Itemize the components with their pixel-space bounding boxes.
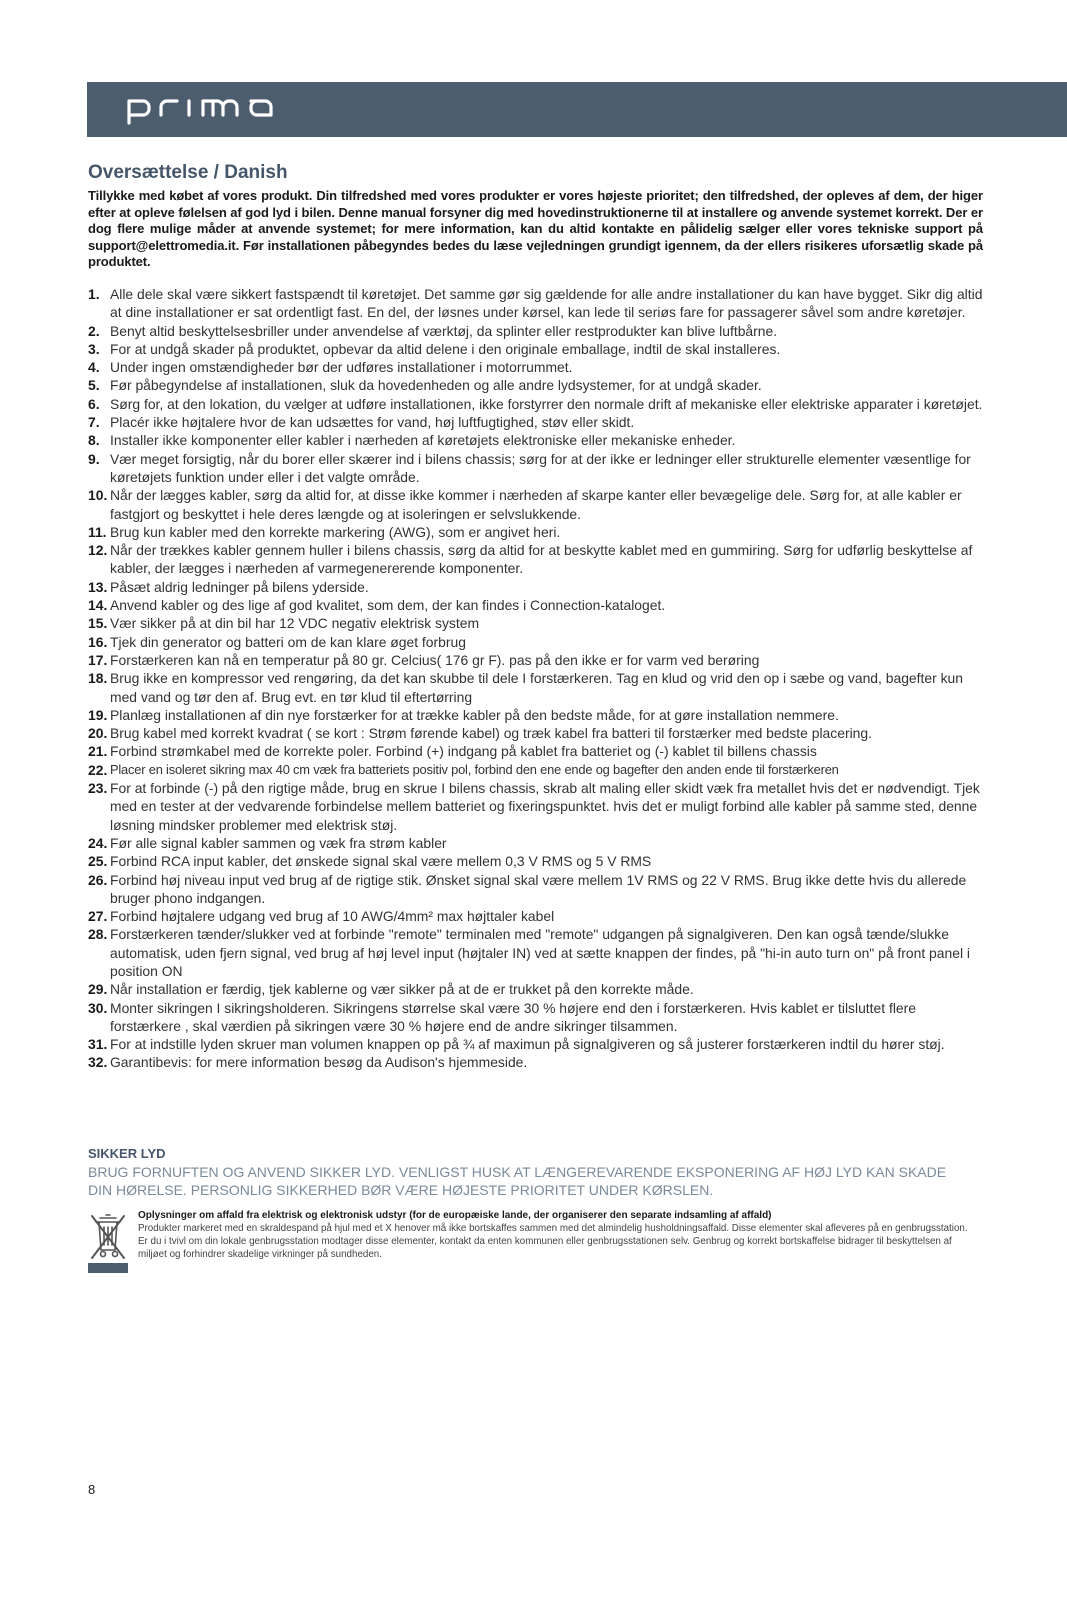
step-number: 3. — [88, 340, 100, 357]
list-item — [88, 852, 988, 870]
list-item — [88, 761, 988, 779]
step-number: 23. — [88, 780, 108, 797]
step-number: 12. — [88, 542, 108, 559]
list-item — [88, 596, 988, 614]
list-item — [88, 669, 988, 706]
step-text: Når der lægges kabler, sørg da altid for, at disse ikke kommer i nærheden af skarpe kanter eller bevægelige dele. Sørg for, at alle kabler er fastgjort og beskyttet i hele deres længde og at isoleringen er selvslukkende. — [110, 487, 962, 522]
weee-title: Oplysninger om affald fra elektrisk og elektronisk udstyr (for de europæiske lande, der organiserer den separate indsamling af affald) — [138, 1210, 772, 1221]
step-text: Alle dele skal være sikkert fastspændt til køretøjet. Det samme gør sig gældende for alle andre installationer du kan have bygget. Sikr dig altid at dine installationer er sat ordentligt fast. En del, der løsnes under kørsel, kan lede til seriøs fare for passagerer såvel som andre køretøjer. — [110, 286, 983, 321]
instruction-list — [88, 285, 988, 1072]
step-text: For at indstille lyden skruer man volumen knappen op på ¾ af maximun på signalgiveren og så justerer forstærkeren indtil du hører støj. — [110, 1036, 945, 1053]
step-number: 6. — [88, 395, 100, 412]
step-number: 1. — [88, 286, 100, 302]
step-text: Forstærkeren kan nå en temperatur på 80 gr. Celcius( 176 gr F). pas på den ikke er for varm ved berøring — [110, 651, 760, 668]
list-item — [88, 413, 988, 431]
step-text: Installer ikke komponenter eller kabler i nærheden af køretøjets elektroniske eller mekaniske enheder. — [110, 432, 736, 449]
step-number: 27. — [88, 908, 108, 925]
step-number: 10. — [88, 487, 108, 504]
step-text: Brug kabel med korrekt kvadrat ( se kort : Strøm førende kabel) og træk kabel fra batteri til forstærker med bedste placering. — [110, 725, 872, 742]
list-item — [88, 871, 988, 908]
list-item — [88, 907, 988, 925]
step-number: 26. — [88, 871, 108, 888]
step-text: Når der trækkes kabler gennem huller i bilens chassis, sørg da altid for at beskytte kablet med en gummiring. Sørg for udførlig beskyttelse af kabler, der lægges i nærheden af varmegenererende komponenter. — [110, 542, 973, 577]
step-text: Forbind strømkabel med de korrekte poler. Forbind (+) indgang på kablet fra batteriet og (-) kablet til billens chassis — [110, 743, 817, 760]
safe-sound-text: BRUG FORNUFTEN OG ANVEND SIKKER LYD. VENLIGST HUSK AT LÆNGEREVARENDE EKSPONERING AF HØJ LYD KAN SKADE DIN HØRELSE. PERSONLIG SIKKERHED BØR VÆRE HØJESTE PRIORITET UNDER KØRSLEN. — [88, 1164, 947, 1198]
step-text: Anvend kabler og des lige af god kvalitet, som dem, der kan findes i Connection-kataloget. — [110, 597, 666, 614]
list-item — [88, 1053, 988, 1071]
step-number: 29. — [88, 981, 108, 998]
step-text: Brug kun kabler med den korrekte markering (AWG), som er angivet heri. — [110, 523, 561, 540]
step-number: 5. — [88, 377, 100, 394]
step-text: Forbind højtalere udgang ved brug af 10 AWG/4mm² max højttaler kabel — [110, 908, 555, 925]
step-text: Garantibevis: for mere information besøg da Audison's hjemmeside. — [110, 1054, 528, 1071]
step-text: Før påbegyndelse af installationen, sluk da hovedenheden og alle andre lydsystemer, for at undgå skader. — [110, 377, 762, 394]
step-text: Sørg for, at den lokation, du vælger at udføre installationen, ikke forstyrrer den normale drift af mekaniske eller elektriske apparater i køretøjet. — [110, 395, 983, 412]
step-number: 16. — [88, 633, 108, 650]
step-number: 21. — [88, 743, 108, 760]
step-text: Tjek din generator og batteri om de kan klare øget forbrug — [110, 633, 466, 650]
weee-text: Produkter markeret med en skraldespand på hjul med et X henover må ikke bortskaffes sammen med det almindelig husholdningsaffald. Disse elementer skal afleveres på en genbrugsstation. Er du i tvivl om din lokale genbrugsstation modtager disse elementer, kontakt da enten kommunen eller genbrugsstationen selv. Genbrug og korrekt bortskaffelse bidrager til beskyttelsen af miljøet og forhindrer skadelige virkninger på sundheden. — [138, 1223, 968, 1260]
step-text: Før alle signal kabler sammen og væk fra strøm kabler — [110, 834, 447, 851]
list-item — [88, 925, 988, 980]
step-number: 20. — [88, 725, 108, 742]
list-item — [88, 578, 988, 596]
list-item — [88, 340, 988, 358]
list-item — [88, 541, 988, 578]
list-item — [88, 980, 988, 998]
step-number: 24. — [88, 834, 108, 851]
step-text: Forbind RCA input kabler, det ønskede signal skal være mellem 0,3 V RMS og 5 V RMS — [110, 853, 652, 870]
list-item — [88, 999, 988, 1036]
list-item — [88, 322, 988, 340]
header-bar — [87, 82, 1067, 137]
intro-paragraph: Tillykke med købet af vores produkt. Din tilfredshed med vores produkter er vores højeste prioritet; den tilfredshed, der opleves af dem, der higer efter at opleve følelsen af god lyd i bilen. Denne manual forsyner dig med hovedinstruktionerne til at installere og anvende systemet korrekt. Der er dog flere mulige måder at anvende systemet; for mere information, kan du altid kontakte en pålidelig sælger eller vores tekniske support på support@elettromedia.it. Før installationen påbegyndes bedes du læse vejledningen grundigt igennem, da der ellers risikeres uforsætlig skade på produktet. — [88, 188, 983, 270]
step-text: Placér ikke højtalere hvor de kan udsættes for vand, høj luftfugtighed, støv eller skidt. — [110, 414, 635, 431]
list-item — [88, 395, 988, 413]
step-number: 15. — [88, 615, 108, 632]
page-number: 8 — [88, 1482, 96, 1497]
step-text: Når installation er færdig, tjek kablerne og vær sikker på at de er trukket på den korrekte måde. — [110, 981, 694, 998]
step-text: Forstærkeren tænder/slukker ved at forbinde "remote" terminalen med "remote" udgangen på signalgiveren. Den kan også tænde/slukke automatisk, uden fjern signal, ved brug af høj level input (højtaler IN) ved at sætte knappen der findes, på "hi-in auto turn on" på front panel i position ON — [110, 926, 970, 979]
step-text: Forbind høj niveau input ved brug af de rigtige stik. Ønsket signal skal være mellem 1V RMS og 22 V RMS. Brug ikke dette hvis du allerede bruger phono indgangen. — [110, 871, 967, 906]
list-item — [88, 285, 988, 322]
step-text: Vær sikker på at din bil har 12 VDC negativ elektrisk system — [110, 615, 480, 632]
list-item — [88, 779, 988, 834]
step-number: 25. — [88, 853, 108, 870]
prima-logo — [127, 97, 287, 125]
step-number: 32. — [88, 1054, 108, 1071]
step-text: Påsæt aldrig ledninger på bilens yderside. — [110, 578, 369, 595]
step-number: 28. — [88, 926, 108, 943]
step-number: 7. — [88, 414, 100, 431]
step-number: 17. — [88, 651, 108, 668]
step-number: 8. — [88, 432, 100, 449]
step-number: 9. — [88, 450, 100, 467]
list-item — [88, 651, 988, 669]
step-number: 13. — [88, 578, 108, 595]
step-text: Under ingen omstændigheder bør der udføres installationer i motorrummet. — [110, 359, 573, 376]
step-number: 18. — [88, 670, 108, 687]
step-number: 2. — [88, 322, 100, 339]
step-number: 4. — [88, 359, 100, 376]
step-number: 11. — [88, 523, 107, 540]
step-text: Planlæg installationen af din nye forstærker for at trække kabler på den bedste måde, for at gøre installation nemmere. — [110, 706, 839, 723]
list-item — [88, 450, 988, 487]
step-text: Benyt altid beskyttelsesbriller under anvendelse af værktøj, da splinter eller restprodukter kan blive luftbårne. — [110, 322, 778, 339]
step-text: For at forbinde (-) på den rigtige måde, brug en skrue I bilens chassis, skrab alt maling eller skidt væk fra metallet hvis det er nødvendigt. Tjek med en tester at der vedvarende forbindelse mellem batteriet og fixeringspunktet. hvis det er muligt forbind alle kabler på samme sted, denne løsning mindsker problemer med elektrisk støj. — [110, 780, 980, 833]
safe-sound-title: SIKKER LYD — [88, 1146, 166, 1161]
list-item — [88, 1035, 988, 1053]
step-text: Monter sikringen I sikringsholderen. Sikringens størrelse skal være 30 % højere end den i forstærkeren. Hvis kablet er tilsluttet flere forstærkere , skal værdien på sikringen være 30 % højere end de andre sikringer tilsammen. — [110, 999, 916, 1034]
list-item — [88, 523, 988, 541]
step-number: 14. — [88, 597, 108, 614]
step-text: For at undgå skader på produktet, opbevar da altid delene i den originale emballage, indtil de skal installeres. — [110, 340, 781, 357]
step-text: Placer en isoleret sikring max 40 cm væk fra batteriets positiv pol, forbind den ene ende og bagefter den anden ende til forstærkeren — [110, 761, 839, 777]
list-item — [88, 834, 988, 852]
crossed-bin-icon — [88, 1210, 128, 1274]
list-item — [88, 376, 988, 394]
list-item — [88, 742, 988, 760]
list-item — [88, 431, 988, 449]
step-number: 30. — [88, 999, 108, 1016]
step-number: 22. — [88, 761, 108, 778]
list-item — [88, 358, 988, 376]
list-item — [88, 633, 988, 651]
list-item — [88, 706, 988, 724]
list-item — [88, 724, 988, 742]
list-item — [88, 614, 988, 632]
page-title: Oversættelse / Danish — [88, 162, 288, 183]
list-item — [88, 486, 988, 523]
step-text: Brug ikke en kompressor ved rengøring, da det kan skubbe til dele I forstærkeren. Tag en klud og vrid den op i sæbe og vand, bagefter kun med vand og tør den af. Brug evt. en tør klud til eftertørring — [110, 670, 963, 705]
step-number: 19. — [88, 706, 108, 723]
step-text: Vær meget forsigtig, når du borer eller skærer ind i bilens chassis; sørg for at der ikke er ledninger eller strukturelle elementer væsentlige for køretøjets funktion under eller i det valgte område. — [110, 450, 971, 485]
step-number: 31. — [88, 1036, 108, 1053]
